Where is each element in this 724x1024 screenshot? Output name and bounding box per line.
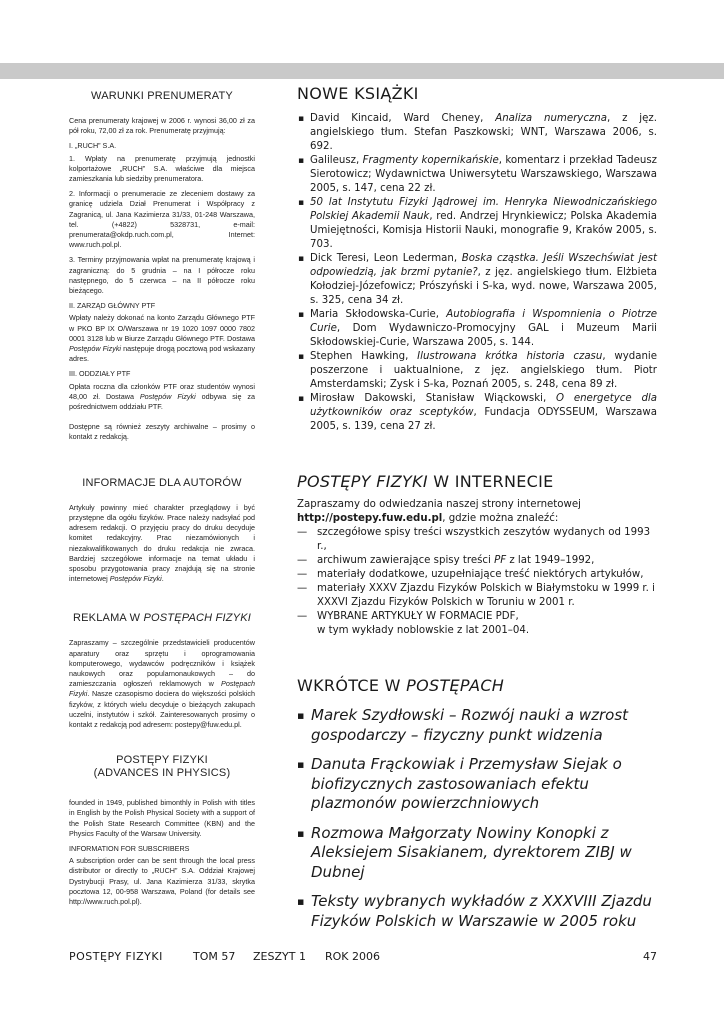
coming-soon-item: ▪ Marek Szydłowski – Rozwój nauki a wzrost gospodarczy – fizyczny punkt widzenia — [297, 706, 657, 745]
coming-soon-item: ▪ Teksty wybranych wykładów z XXXVIII Zjazdu Fizyków Polskich w Warszawie w 2005 roku — [297, 892, 657, 931]
internet-item: — archiwum zawierające spisy treści PF z lat 1949–1992, — [297, 555, 595, 566]
ads-heading: REKLAMA W POSTĘPACH FIZYKI — [73, 612, 251, 625]
footer-volume: TOM 57 — [193, 950, 236, 963]
internet-item: — materiały XXXV Zjazdu Fizyków Polskich w Białymstoku w 1999 r. i XXXVI Zjazdu Fizyków Polskich w Toruniu w 2001 r. — [297, 583, 655, 608]
coming-soon-list — [297, 706, 657, 931]
new-books-heading: NOWE KSIĄŻKI — [297, 84, 419, 103]
book-item: ▪ Dick Teresi, Leon Lederman, Boska cząstka. Jeśli Wszechświat jest odpowiedzią, jak brzmi pytanie?, z jęz. angielskiego tłum. Elżbieta Kołodziej-Józefowicz; Prószyński i S-ka, wyd. nowe, Warszawa 2005, s. 325, cena 34 zł. — [297, 252, 657, 308]
footer-issue: ZESZYT 1 — [253, 950, 306, 963]
page-number: 47 — [643, 950, 657, 963]
internet-item: — szczegółowe spisy treści wszystkich zeszytów wydanych od 1993 r., — [297, 527, 651, 552]
zarzad-label: II. ZARZĄD GŁÓWNY PTF — [69, 301, 156, 311]
authors-heading: INFORMACJE DLA AUTORÓW — [82, 476, 242, 489]
left-column — [69, 90, 255, 912]
internet-list — [297, 526, 657, 624]
subscription-heading: WARUNKI PRENUMERATY — [91, 90, 233, 102]
ruch-point-2: 2. Informacji o prenumeracie ze zleceniem dostawy za granicę udziela Dział Prenumerat i Współpracy z Zagranicą, ul. Jana Kazimierza 31/33, 01-248 Warszawa, tel. (+4822) 5328731, e-mail: prenumerata@okdp.ruch.com.pl, Internet: www.ruch.pol.pl. — [69, 189, 255, 250]
subscribers-text: A subscription order can be sent through the local press distributor or directly to „RUCH” S.A. Oddział Krajowej Dystrybucji Prasy, ul. Jana Kazimierza 31/33, skrytka pocztowa 12, 00-958 Warszawa, Poland (for details see http://www.ruch.pol.pl). — [69, 856, 255, 906]
zarzad-text: Wpłaty należy dokonać na konto Zarządu Głównego PTF w PKO BP IX O/Warszawa nr 19 1020 1097 0000 7802 0001 3128 lub w Biurze Zarządu Głównego PTF. Dostawa Postępów Fizyki następuje drogą pocztową pod wskazany adres. — [69, 313, 255, 364]
top-gray-band — [0, 63, 724, 79]
coming-soon-heading: WKRÓTCE W POSTĘPACH — [297, 676, 505, 695]
archive-note: Dostępne są również zeszyty archiwalne – prosimy o kontakt z redakcją. — [69, 422, 255, 442]
coming-soon-item: ▪ Rozmowa Małgorzaty Nowiny Konopki z Aleksiejem Sisakianem, dyrektorem ZIBJ w Dubnej — [297, 824, 657, 883]
book-item: ▪ David Kincaid, Ward Cheney, Analiza numeryczna, z jęz. angielskiego tłum. Stefan Paszkowski; WNT, Warszawa 2006, s. 692. — [297, 112, 657, 154]
internet-extra-line: w tym wykłady noblowskie z lat 2001–04. — [317, 625, 530, 636]
subscribers-label: INFORMATION FOR SUBSCRIBERS — [69, 843, 190, 853]
ruch-label: I. „RUCH” S.A. — [69, 141, 117, 151]
right-column — [297, 84, 657, 941]
footer-year: ROK 2006 — [325, 950, 381, 963]
website-link[interactable]: http://postepy.fuw.edu.pl — [297, 513, 443, 524]
oddzialy-text: Opłata roczna dla członków PTF oraz studentów wynosi 48,00 zł. Dostawa Postępów Fizyki odbywa się za pośrednictwem oddziału PTF. — [69, 381, 255, 412]
ruch-point-3: 3. Terminy przyjmowania wpłat na prenumeratę krajową i zagraniczną: do 5 grudnia – na I półrocze roku następnego, do 5 czerwca – na II półrocze roku bieżącego. — [69, 255, 255, 296]
book-item: ▪ Mirosław Dakowski, Stanisław Wiąckowski, O energetyce dla użytkowników oraz sceptyków, Fundacja ODYSSEUM, Warszawa 2005, s. 139, cena 27 zł. — [297, 392, 657, 434]
book-item: ▪ Maria Skłodowska-Curie, Autobiografia i Wspomnienia o Piotrze Curie, Dom Wydawniczo-Promocyjny GAL i Muzeum Marii Skłodowskiej-Curie, Warszawa 2005, s. 144. — [297, 308, 657, 350]
book-item: ▪ 50 lat Instytutu Fizyki Jądrowej im. Henryka Niewodniczańskiego Polskiej Akademii Nauk, red. Andrzej Hrynkiewicz; Polska Akademia Umiejętności, Komisja Historii Nauki, monografie 9, Kraków 2005, s. 703. — [297, 196, 657, 252]
ads-text: Zapraszamy – szczególnie przedstawicieli producentów aparatury oraz sprzętu i oprogramowania komputerowego, wydawców podręczników i książek naukowych oraz popularnonaukowych – do zamieszczania ogłoszeń reklamowych w Postępach Fizyki. Nasze czasopismo dociera do większości polskich fizyków, z których wielu decyduje o bieżących zakupach uczelni, instytutów i szkół. Zainteresowanych prosimy o kontakt z redakcją pod adresem: postepy@fuw.edu.pl. — [69, 638, 255, 729]
book-item: ▪ Galileusz, Fragmenty kopernikańskie, komentarz i przekład Tadeusz Sierotowicz; Wydawnictwa Uniwersytetu Warszawskiego, Warszawa 2005, s. 147, cena 22 zł. — [297, 154, 657, 196]
subscription-intro: Cena prenumeraty krajowej w 2006 r. wynosi 36,00 zł za pół roku, 72,00 zł za rok. Prenumeratę przyjmują: — [69, 116, 255, 136]
book-item: ▪ Stephen Hawking, Ilustrowana krótka historia czasu, wydanie poszerzone i uaktualnione, z jęz. angielskiego tłum. Piotr Amsterdamski; Zysk i S-ka, Poznań 2005, s. 248, cena 89 zł. — [297, 350, 657, 392]
new-books-list — [297, 112, 657, 434]
coming-soon-item: ▪ Danuta Frąckowiak i Przemysław Siejak o biofizycznych zastosowaniach efektu plazmonów powierzchniowych — [297, 755, 657, 814]
advances-text: founded in 1949, published bimonthly in Polish with titles in English by the Polish Physical Society with a support of the Polish State Research Committee (KBN) and the Physics Faculty of the Warsaw University. — [69, 798, 255, 838]
advances-heading: POSTĘPY FIZYKI (ADVANCES IN PHYSICS) — [93, 754, 231, 780]
internet-item: — materiały dodatkowe, uzupełniające treść niektórych artykułów, — [297, 569, 644, 580]
footer-journal: POSTĘPY FIZYKI — [69, 950, 163, 963]
internet-intro: Zapraszamy do odwiedzania naszej strony internetowej http://postepy.fuw.edu.pl, gdzie można znaleźć: — [297, 499, 581, 524]
ruch-point-1: 1. Wpłaty na prenumeratę przyjmują jednostki kolportażowe „RUCH” S.A. właściwe dla miejsca zamieszkania lub siedziby prenumeratora. — [69, 153, 255, 184]
internet-heading: POSTĘPY FIZYKI W INTERNECIE — [297, 472, 554, 491]
authors-text: Artykuły powinny mieć charakter przeglądowy i być przystępne dla ogółu fizyków. Prace należy nadsyłać pod adresem redakcji. O przyjęciu pracy do druku decyduje komitet redakcyjny. Prac niezamówionych i niezakwalifikowanych do druku redakcja nie zwraca. Bardziej szczegółowe informacje na temat układu i sposobu przygotowania pracy znajdują się na stronie internetowej Postępów Fizyki. — [69, 502, 255, 584]
internet-item: — WYBRANE ARTYKUŁY W FORMACIE PDF, — [297, 611, 519, 622]
oddzialy-label: III. ODDZIAŁY PTF — [69, 369, 131, 379]
